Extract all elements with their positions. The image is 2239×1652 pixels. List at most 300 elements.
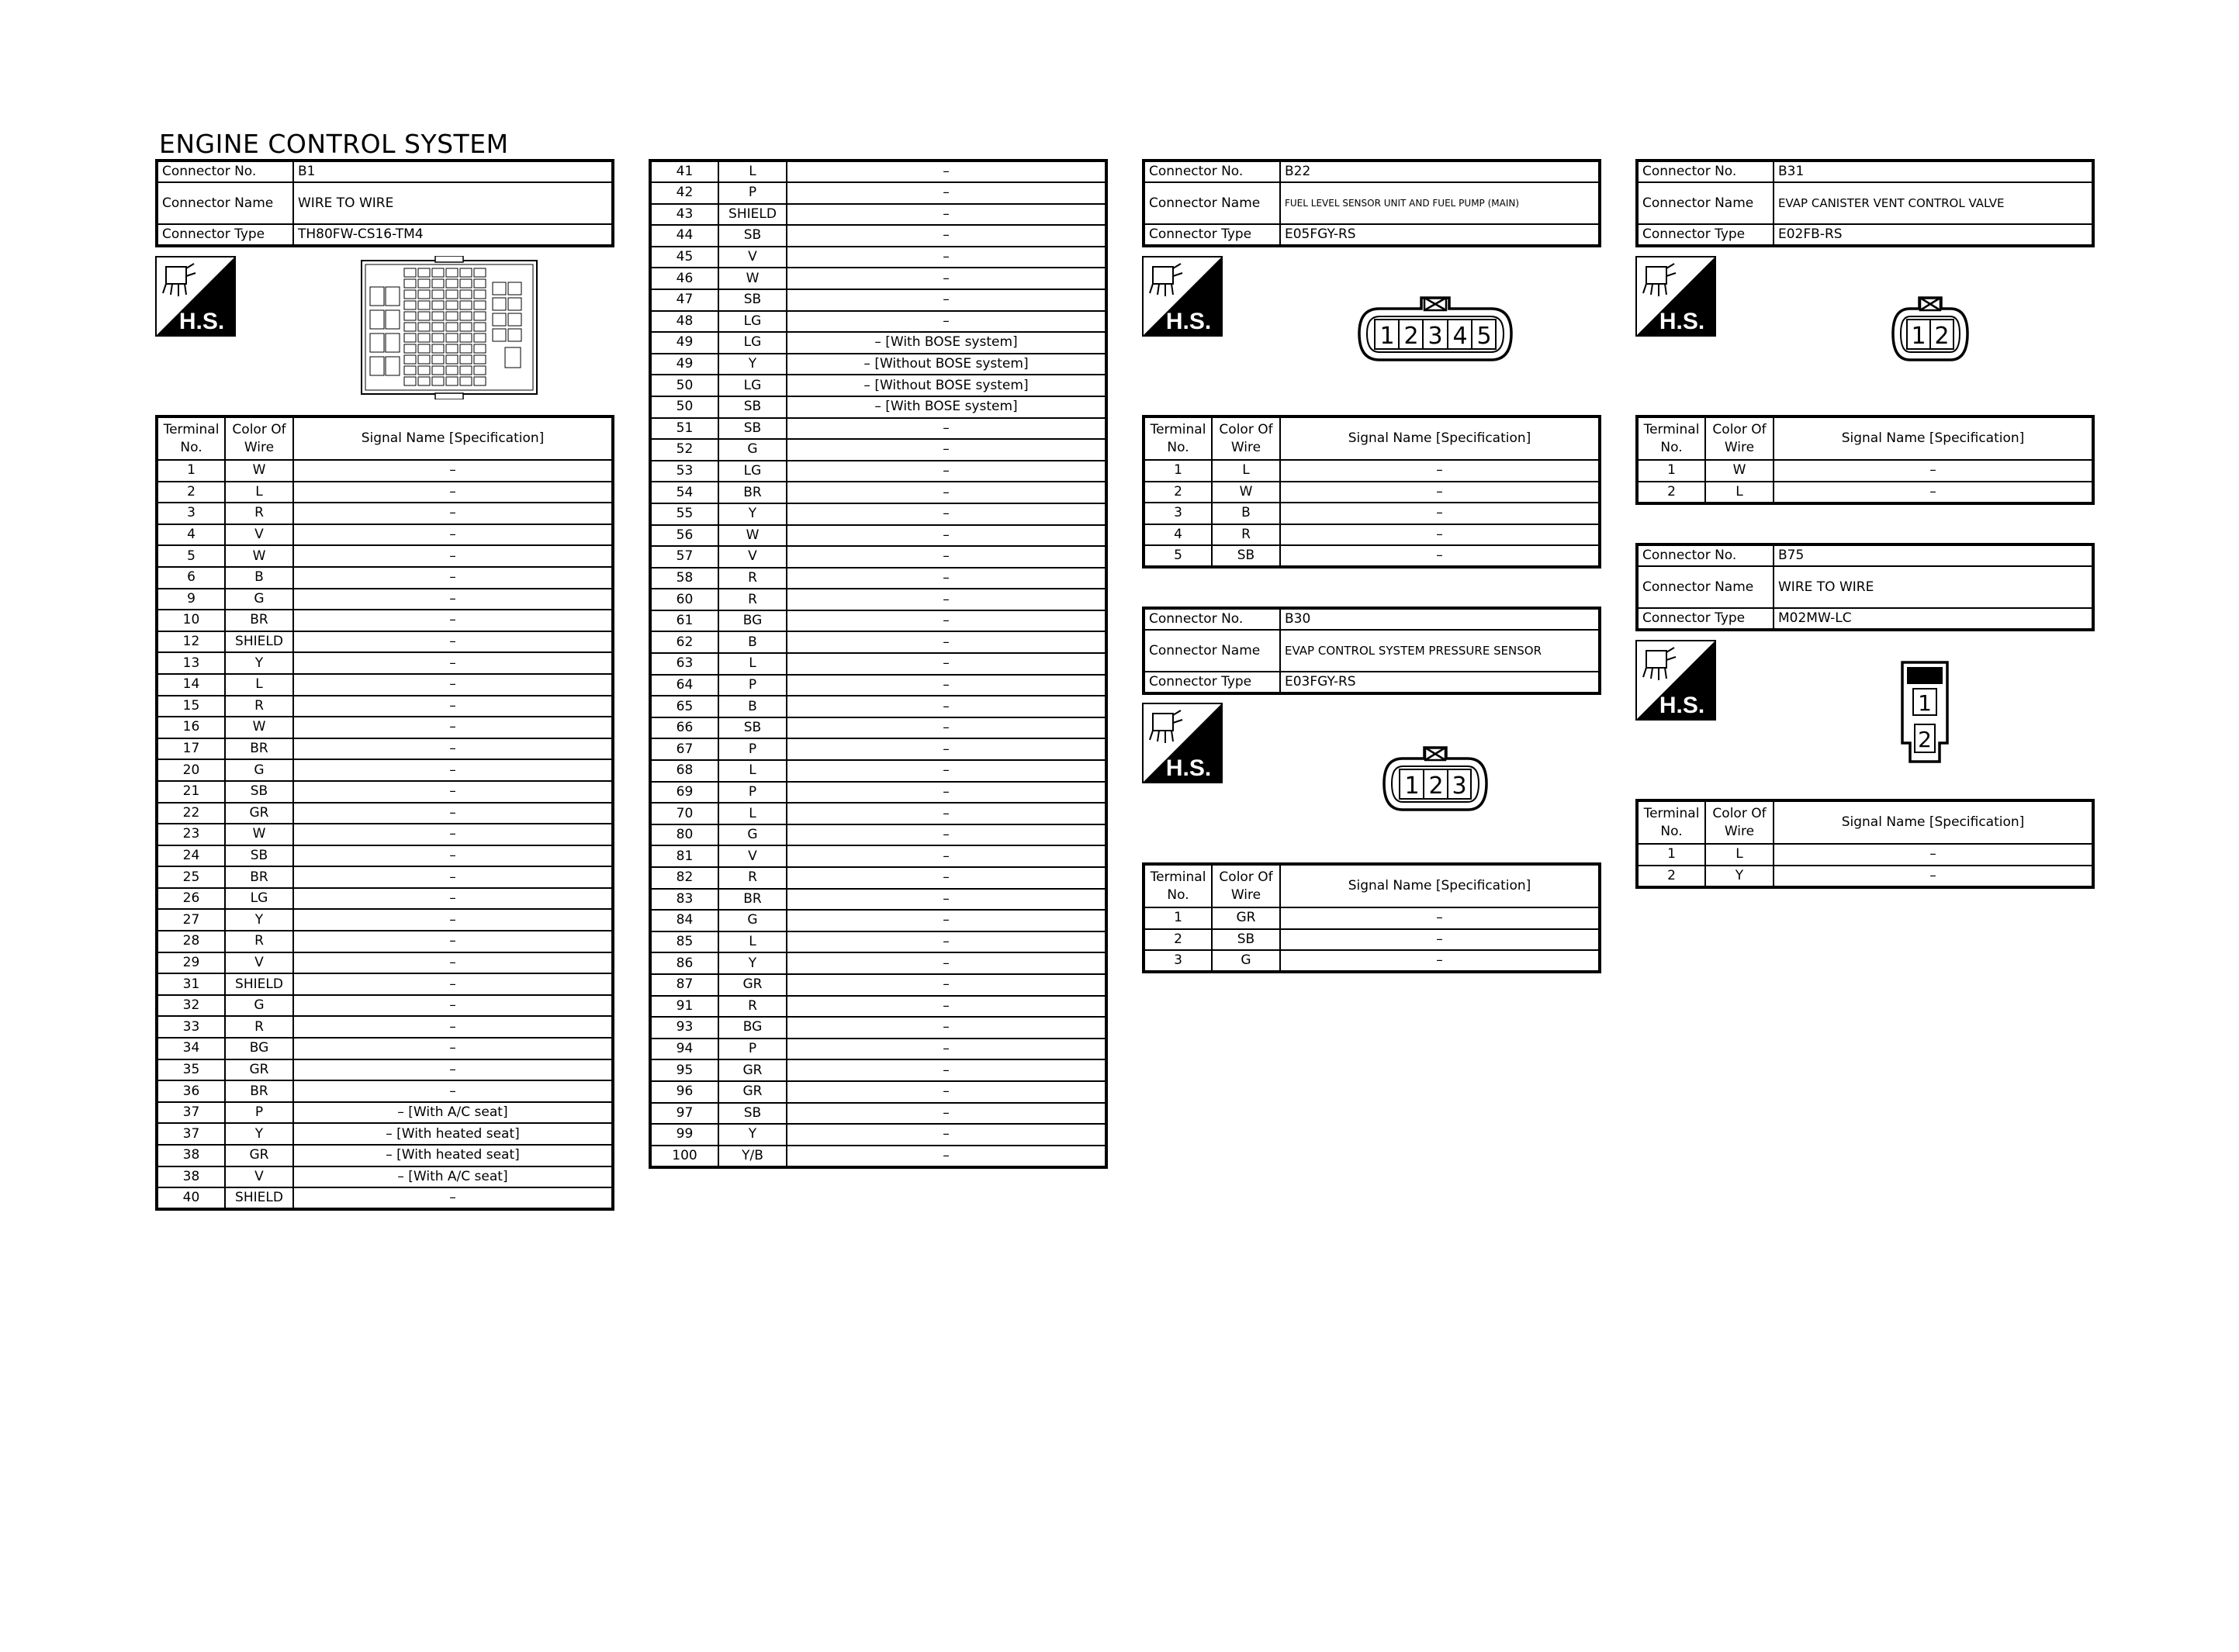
signal-name-cell: – xyxy=(293,1187,613,1209)
wire-color-cell: R xyxy=(718,996,787,1018)
signal-name-cell: – [With A/C seat] xyxy=(293,1166,613,1188)
signal-name-cell: – xyxy=(787,311,1106,333)
table-row xyxy=(650,1146,1106,1167)
wire-color-cell: R xyxy=(225,931,293,952)
wire-color-cell: BR xyxy=(225,1080,293,1102)
terminal-no-cell: 2 xyxy=(157,482,225,503)
table-row xyxy=(157,589,613,610)
connector-no-label: Connector No. xyxy=(1144,161,1280,182)
terminal-no-cell: 95 xyxy=(650,1059,718,1081)
wire-color-cell: L xyxy=(718,653,787,675)
harness-side-icon xyxy=(1635,640,1716,721)
connector-b22-diagram xyxy=(1356,293,1514,365)
terminal-no-cell: 12 xyxy=(157,631,225,653)
table-row xyxy=(650,204,1106,226)
signal-name-cell: – xyxy=(293,652,613,674)
signal-name-cell: – xyxy=(1280,524,1600,546)
table-row xyxy=(1637,460,2093,482)
wire-color-cell: L xyxy=(1705,482,1774,503)
connector-b30-info xyxy=(1142,607,1601,695)
table-row xyxy=(650,225,1106,247)
wire-color-cell: Y/B xyxy=(718,1146,787,1167)
wire-color-cell: Y xyxy=(225,652,293,674)
signal-name-cell: – xyxy=(787,974,1106,996)
wire-color-cell: Y xyxy=(718,1124,787,1146)
signal-name-cell: – xyxy=(293,803,613,824)
color-of-wire-header: Color Of Wire xyxy=(1212,864,1280,907)
signal-name-cell: – xyxy=(787,268,1106,289)
wire-color-cell: R xyxy=(1212,524,1280,546)
terminal-no-cell: 16 xyxy=(157,717,225,738)
signal-name-cell: – xyxy=(293,909,613,931)
signal-name-cell: – xyxy=(293,952,613,974)
terminal-no-cell: 25 xyxy=(157,866,225,888)
connector-name-value: EVAP CANISTER VENT CONTROL VALVE xyxy=(1774,182,2093,224)
table-row xyxy=(1144,482,1600,503)
wire-color-cell: BR xyxy=(225,610,293,631)
signal-name-cell: – xyxy=(787,461,1106,482)
table-row xyxy=(650,717,1106,739)
terminal-no-cell: 46 xyxy=(650,268,718,289)
terminal-no-cell: 24 xyxy=(157,845,225,867)
signal-name-cell: – [Without BOSE system] xyxy=(787,375,1106,396)
wire-color-cell: SB xyxy=(718,396,787,418)
signal-name-header: Signal Name [Specification] xyxy=(1280,864,1600,907)
signal-name-cell: – xyxy=(293,545,613,567)
table-row xyxy=(157,545,613,567)
signal-name-cell: – xyxy=(787,717,1106,739)
signal-name-cell: – xyxy=(787,738,1106,760)
signal-name-cell: – xyxy=(1280,929,1600,951)
table-row xyxy=(157,482,613,503)
terminal-no-cell: 5 xyxy=(1144,545,1212,567)
terminal-no-cell: 47 xyxy=(650,289,718,311)
connector-no-value: B1 xyxy=(293,161,613,182)
table-row xyxy=(157,1080,613,1102)
signal-name-header: Signal Name [Specification] xyxy=(1774,416,2093,460)
wire-color-cell: B xyxy=(718,631,787,653)
wire-color-cell: P xyxy=(718,738,787,760)
terminal-no-cell: 45 xyxy=(650,247,718,268)
wire-color-cell: BR xyxy=(718,889,787,911)
connector-b75-info xyxy=(1635,543,2095,631)
terminal-no-cell: 4 xyxy=(1144,524,1212,546)
signal-name-cell: – xyxy=(787,1146,1106,1167)
terminal-no-cell: 85 xyxy=(650,931,718,953)
wire-color-cell: R xyxy=(225,1016,293,1038)
signal-name-cell: – xyxy=(293,888,613,910)
wire-color-cell: Y xyxy=(718,354,787,375)
signal-name-cell: – xyxy=(1774,482,2093,503)
hs-badge-b22 xyxy=(1142,256,1223,340)
wire-color-cell: SHIELD xyxy=(718,204,787,226)
signal-name-cell: – xyxy=(1280,545,1600,567)
signal-name-cell: – xyxy=(293,589,613,610)
terminal-no-cell: 15 xyxy=(157,696,225,717)
table-row xyxy=(650,247,1106,268)
wire-color-cell: Y xyxy=(225,909,293,931)
wire-color-cell: L xyxy=(1212,460,1280,482)
signal-name-cell: – xyxy=(787,610,1106,632)
wire-color-cell: GR xyxy=(718,974,787,996)
table-row xyxy=(650,1017,1106,1039)
signal-name-cell: – xyxy=(787,546,1106,568)
terminal-no-cell: 17 xyxy=(157,738,225,760)
table-row xyxy=(650,161,1106,182)
terminal-no-header: Terminal No. xyxy=(157,416,225,460)
wire-color-cell: BR xyxy=(718,482,787,503)
wire-color-cell: G xyxy=(718,824,787,846)
table-row xyxy=(157,866,613,888)
wire-color-cell: BR xyxy=(225,866,293,888)
table-row xyxy=(157,738,613,760)
table-row xyxy=(157,1102,613,1124)
terminal-no-cell: 4 xyxy=(157,524,225,546)
wire-color-cell: SB xyxy=(1212,929,1280,951)
table-row xyxy=(650,631,1106,653)
terminal-no-cell: 82 xyxy=(650,867,718,889)
terminal-no-cell: 64 xyxy=(650,675,718,696)
wire-color-cell: L xyxy=(225,482,293,503)
table-row xyxy=(650,824,1106,846)
signal-name-cell: – xyxy=(1280,460,1600,482)
table-row xyxy=(157,995,613,1017)
connector-no-value: B75 xyxy=(1774,544,2093,566)
table-row xyxy=(1144,503,1600,524)
color-of-wire-header: Color Of Wire xyxy=(1705,800,1774,844)
terminal-no-cell: 38 xyxy=(157,1145,225,1166)
wire-color-cell: G xyxy=(225,995,293,1017)
wire-color-cell: Y xyxy=(718,503,787,525)
signal-name-cell: – xyxy=(787,289,1106,311)
connector-no-label: Connector No. xyxy=(157,161,293,182)
connector-b30-terminal-table xyxy=(1142,862,1601,973)
table-row xyxy=(1637,482,2093,503)
signal-name-cell: – xyxy=(787,803,1106,824)
wire-color-cell: R xyxy=(225,503,293,524)
signal-name-cell: – xyxy=(1774,844,2093,866)
signal-name-header: Signal Name [Specification] xyxy=(293,416,613,460)
terminal-no-cell: 35 xyxy=(157,1059,225,1081)
connector-name-label: Connector Name xyxy=(1637,182,1774,224)
terminal-no-cell: 2 xyxy=(1144,482,1212,503)
terminal-no-cell: 69 xyxy=(650,782,718,804)
signal-name-cell: – xyxy=(787,418,1106,440)
terminal-no-cell: 52 xyxy=(650,439,718,461)
wire-color-cell: L xyxy=(225,674,293,696)
terminal-no-cell: 3 xyxy=(157,503,225,524)
wire-color-cell: BG xyxy=(718,1017,787,1039)
table-row xyxy=(157,952,613,974)
signal-name-cell: – [With heated seat] xyxy=(293,1145,613,1166)
terminal-no-cell: 27 xyxy=(157,909,225,931)
signal-name-cell: – xyxy=(787,1059,1106,1081)
signal-name-cell: – xyxy=(787,182,1106,204)
color-of-wire-header: Color Of Wire xyxy=(225,416,293,460)
wire-color-cell: P xyxy=(718,1039,787,1060)
terminal-no-header: Terminal No. xyxy=(1144,864,1212,907)
table-row xyxy=(650,803,1106,824)
signal-name-cell: – xyxy=(787,1039,1106,1060)
terminal-no-cell: 51 xyxy=(650,418,718,440)
terminal-no-cell: 62 xyxy=(650,631,718,653)
table-row xyxy=(157,1038,613,1059)
wire-color-cell: W xyxy=(1705,460,1774,482)
wire-color-cell: P xyxy=(718,182,787,204)
terminal-no-cell: 1 xyxy=(1144,907,1212,929)
connector-b31-face xyxy=(1890,293,1971,368)
terminal-no-cell: 37 xyxy=(157,1123,225,1145)
wire-color-cell: SB xyxy=(718,225,787,247)
table-row xyxy=(650,439,1106,461)
connector-no-label: Connector No. xyxy=(1144,608,1280,630)
table-row xyxy=(650,675,1106,696)
terminal-no-cell: 41 xyxy=(650,161,718,182)
connector-type-value: TH80FW-CS16-TM4 xyxy=(293,224,613,246)
table-row xyxy=(650,396,1106,418)
signal-name-cell: – xyxy=(787,439,1106,461)
table-row xyxy=(157,460,613,482)
table-row xyxy=(650,696,1106,717)
table-row xyxy=(650,289,1106,311)
terminal-no-cell: 2 xyxy=(1637,866,1705,887)
signal-name-cell: – xyxy=(787,1103,1106,1125)
table-row xyxy=(650,354,1106,375)
terminal-no-cell: 49 xyxy=(650,354,718,375)
wire-color-cell: SHIELD xyxy=(225,1187,293,1209)
signal-name-header: Signal Name [Specification] xyxy=(1774,800,2093,844)
signal-name-cell: – xyxy=(787,631,1106,653)
wire-color-cell: GR xyxy=(225,1145,293,1166)
signal-name-cell: – xyxy=(293,759,613,781)
wire-color-cell: L xyxy=(718,760,787,782)
connector-no-label: Connector No. xyxy=(1637,544,1774,566)
table-row xyxy=(157,524,613,546)
table-row xyxy=(157,1166,613,1188)
table-row xyxy=(157,845,613,867)
terminal-no-cell: 14 xyxy=(157,674,225,696)
connector-name-value: WIRE TO WIRE xyxy=(293,182,613,224)
connector-type-label: Connector Type xyxy=(1144,224,1280,246)
terminal-no-cell: 2 xyxy=(1637,482,1705,503)
signal-name-cell: – xyxy=(787,760,1106,782)
signal-name-cell: – xyxy=(787,952,1106,974)
connector-name-value: FUEL LEVEL SENSOR UNIT AND FUEL PUMP (MAIN) xyxy=(1280,182,1600,224)
terminal-no-cell: 37 xyxy=(157,1102,225,1124)
terminal-no-cell: 32 xyxy=(157,995,225,1017)
terminal-no-cell: 57 xyxy=(650,546,718,568)
signal-name-cell: – xyxy=(787,225,1106,247)
signal-name-cell: – xyxy=(787,889,1106,911)
signal-name-cell: – xyxy=(1280,950,1600,972)
table-row xyxy=(1144,524,1600,546)
connector-type-value: E03FGY-RS xyxy=(1280,672,1600,693)
table-row xyxy=(650,931,1106,953)
wire-color-cell: Y xyxy=(225,1123,293,1145)
signal-name-cell: – xyxy=(787,782,1106,804)
connector-b1-face xyxy=(359,256,539,403)
pin-label: 1 xyxy=(1379,323,1395,350)
wire-color-cell: BG xyxy=(718,610,787,632)
pin-label: 1 xyxy=(1918,690,1932,716)
harness-side-icon xyxy=(1142,256,1223,337)
signal-name-cell: – xyxy=(787,675,1106,696)
table-row xyxy=(157,696,613,717)
wire-color-cell: SB xyxy=(718,1103,787,1125)
wire-color-cell: SB xyxy=(1212,545,1280,567)
terminal-no-cell: 70 xyxy=(650,803,718,824)
table-row xyxy=(1144,907,1600,929)
signal-name-cell: – xyxy=(293,567,613,589)
connector-b1-info xyxy=(155,159,614,247)
table-row xyxy=(650,738,1106,760)
harness-side-icon xyxy=(1635,256,1716,337)
table-row xyxy=(157,1145,613,1166)
terminal-no-cell: 68 xyxy=(650,760,718,782)
signal-name-cell: – [With BOSE system] xyxy=(787,396,1106,418)
hs-badge-text: H.S. xyxy=(178,309,225,334)
table-row xyxy=(650,503,1106,525)
terminal-no-cell: 26 xyxy=(157,888,225,910)
wire-color-cell: LG xyxy=(225,888,293,910)
pin-label: 2 xyxy=(1934,323,1950,350)
color-of-wire-header: Color Of Wire xyxy=(1212,416,1280,460)
connector-name-value: WIRE TO WIRE xyxy=(1774,566,2093,608)
table-row xyxy=(650,375,1106,396)
signal-name-cell: – xyxy=(787,931,1106,953)
table-row xyxy=(650,525,1106,547)
terminal-no-cell: 50 xyxy=(650,396,718,418)
signal-name-cell: – xyxy=(293,503,613,524)
table-row xyxy=(650,782,1106,804)
signal-name-cell: – xyxy=(293,1016,613,1038)
table-row xyxy=(157,631,613,653)
wire-color-cell: Y xyxy=(718,952,787,974)
terminal-no-cell: 23 xyxy=(157,824,225,845)
terminal-no-cell: 56 xyxy=(650,525,718,547)
signal-name-cell: – xyxy=(787,568,1106,589)
terminal-no-cell: 10 xyxy=(157,610,225,631)
table-row xyxy=(650,268,1106,289)
pin-label: 2 xyxy=(1403,323,1419,350)
pin-label: 3 xyxy=(1452,772,1467,800)
wire-color-cell: GR xyxy=(1212,907,1280,929)
signal-name-cell: – [With BOSE system] xyxy=(787,332,1106,354)
table-row xyxy=(1637,866,2093,887)
terminal-no-cell: 60 xyxy=(650,589,718,610)
signal-name-cell: – xyxy=(787,1081,1106,1103)
table-row xyxy=(650,482,1106,503)
wire-color-cell: LG xyxy=(718,461,787,482)
terminal-no-cell: 53 xyxy=(650,461,718,482)
wire-color-cell: LG xyxy=(718,332,787,354)
table-row xyxy=(157,567,613,589)
table-row xyxy=(650,1039,1106,1060)
terminal-no-cell: 50 xyxy=(650,375,718,396)
terminal-no-cell: 96 xyxy=(650,1081,718,1103)
connector-b31-info xyxy=(1635,159,2095,247)
wire-color-cell: G xyxy=(718,439,787,461)
signal-name-cell: – xyxy=(293,610,613,631)
terminal-no-cell: 3 xyxy=(1144,950,1212,972)
table-row xyxy=(157,931,613,952)
table-row xyxy=(1144,950,1600,972)
terminal-no-cell: 29 xyxy=(157,952,225,974)
terminal-no-header: Terminal No. xyxy=(1637,800,1705,844)
table-row xyxy=(650,760,1106,782)
table-row xyxy=(650,546,1106,568)
table-row xyxy=(157,717,613,738)
terminal-no-cell: 86 xyxy=(650,952,718,974)
table-row xyxy=(157,909,613,931)
table-row xyxy=(650,568,1106,589)
wire-color-cell: BG xyxy=(225,1038,293,1059)
connector-no-label: Connector No. xyxy=(1637,161,1774,182)
terminal-no-cell: 44 xyxy=(650,225,718,247)
wire-color-cell: L xyxy=(718,803,787,824)
pin-label: 4 xyxy=(1452,323,1468,350)
terminal-no-header: Terminal No. xyxy=(1144,416,1212,460)
signal-name-cell: – xyxy=(787,845,1106,867)
signal-name-cell: – xyxy=(1774,460,2093,482)
pin-label: 2 xyxy=(1428,772,1444,800)
signal-name-cell: – xyxy=(1280,482,1600,503)
table-row xyxy=(650,1124,1106,1146)
table-row xyxy=(650,910,1106,931)
connector-b75-diagram xyxy=(1899,659,1950,765)
wire-color-cell: V xyxy=(718,845,787,867)
table-row xyxy=(650,996,1106,1018)
terminal-no-cell: 1 xyxy=(1637,844,1705,866)
wire-color-cell: W xyxy=(225,717,293,738)
wire-color-cell: SB xyxy=(718,717,787,739)
terminal-no-cell: 3 xyxy=(1144,503,1212,524)
wire-color-cell: SHIELD xyxy=(225,631,293,653)
signal-name-cell: – xyxy=(293,973,613,995)
connector-no-value: B22 xyxy=(1280,161,1600,182)
terminal-no-cell: 84 xyxy=(650,910,718,931)
wire-color-cell: W xyxy=(1212,482,1280,503)
signal-name-cell: – xyxy=(787,1017,1106,1039)
signal-name-cell: – xyxy=(787,1124,1106,1146)
signal-name-cell: – xyxy=(293,631,613,653)
signal-name-cell: – xyxy=(787,482,1106,503)
terminal-no-cell: 61 xyxy=(650,610,718,632)
page-title: ENGINE CONTROL SYSTEM xyxy=(159,129,509,159)
wire-color-cell: W xyxy=(225,824,293,845)
harness-side-icon xyxy=(155,256,236,337)
wire-color-cell: V xyxy=(225,1166,293,1188)
signal-name-cell: – xyxy=(293,696,613,717)
wire-color-cell: W xyxy=(225,460,293,482)
pin-label: 1 xyxy=(1404,772,1420,800)
signal-name-cell: – xyxy=(1774,866,2093,887)
wire-color-cell: W xyxy=(718,268,787,289)
wire-color-cell: V xyxy=(718,247,787,268)
wire-color-cell: R xyxy=(225,696,293,717)
hs-badge-text: H.S. xyxy=(1659,309,1705,334)
connector-name-label: Connector Name xyxy=(1144,182,1280,224)
pin-label: 3 xyxy=(1427,323,1443,350)
wire-color-cell: L xyxy=(718,931,787,953)
connector-type-value: E05FGY-RS xyxy=(1280,224,1600,246)
signal-name-cell: – xyxy=(293,1059,613,1081)
hs-badge-b31 xyxy=(1635,256,1716,340)
terminal-no-cell: 81 xyxy=(650,845,718,867)
wire-color-cell: BR xyxy=(225,738,293,760)
signal-name-cell: – [With heated seat] xyxy=(293,1123,613,1145)
pin-label: 1 xyxy=(1911,323,1926,350)
